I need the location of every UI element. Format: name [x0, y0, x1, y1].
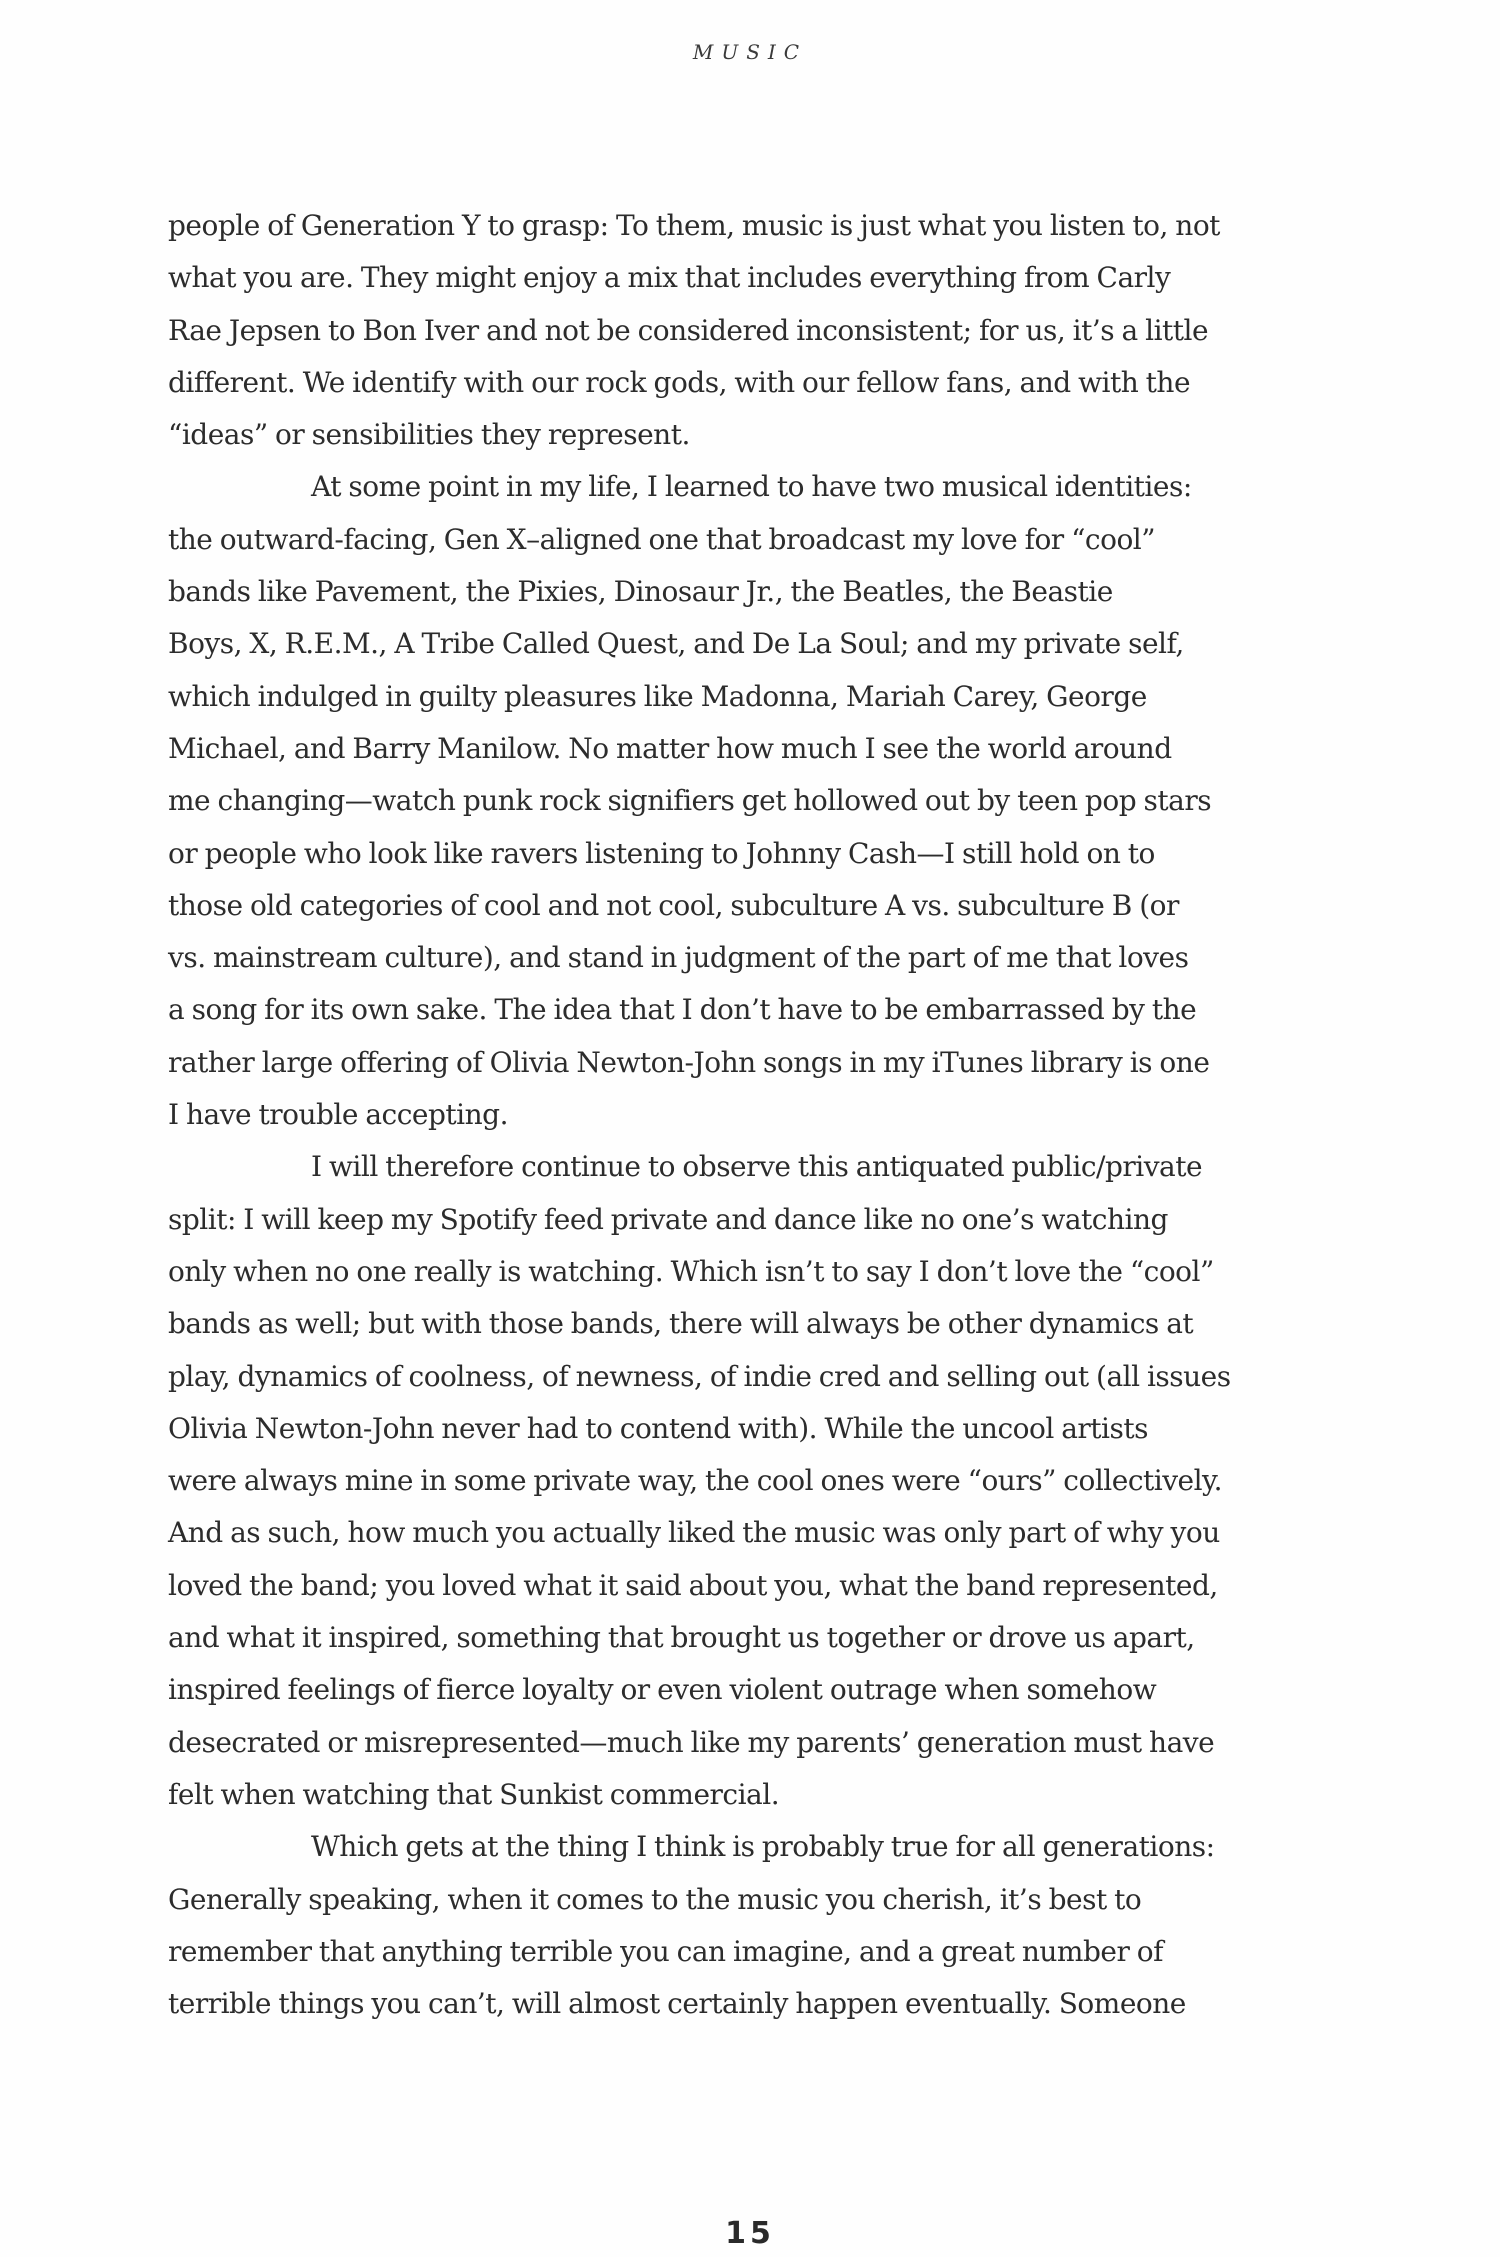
text-line: those old categories of cool and not cool, subculture A vs. subculture B (or	[168, 888, 1179, 922]
text-line: felt when watching that Sunkist commercial.	[168, 1777, 780, 1811]
text-line: bands as well; but with those bands, there will always be other dynamics at	[168, 1307, 1194, 1341]
paragraph	[168, 1141, 1348, 1821]
text-line: people of Generation Y to grasp: To them, music is just what you listen to, not	[168, 209, 1220, 242]
paragraph	[168, 1821, 1348, 2030]
text-line: or people who look like ravers listening to Johnny Cash—I still hold on to	[168, 836, 1155, 870]
text-line: me changing—watch punk rock signifiers get hollowed out by teen pop stars	[168, 784, 1212, 818]
text-line: loved the band; you loved what it said about you, what the band represented,	[168, 1568, 1218, 1602]
text-line: I will therefore continue to observe this antiquated public/private	[311, 1150, 1203, 1184]
text-line: bands like Pavement, the Pixies, Dinosaur Jr., the Beatles, the Beastie	[168, 575, 1113, 609]
text-line: remember that anything terrible you can imagine, and a great number of	[168, 1934, 1163, 1968]
body-text	[168, 200, 1348, 2030]
text-line: I have trouble accepting.	[168, 1098, 508, 1132]
text-line: only when no one really is watching. Which isn’t to say I don’t love the “cool”	[168, 1254, 1214, 1288]
text-line: And as such, how much you actually liked the music was only part of why you	[168, 1516, 1220, 1550]
text-line: a song for its own sake. The idea that I don’t have to be embarrassed by the	[168, 993, 1197, 1027]
text-line: vs. mainstream culture), and stand in judgment of the part of me that loves	[168, 941, 1189, 975]
text-line: what you are. They might enjoy a mix that includes everything from Carly	[168, 261, 1171, 295]
text-line: Boys, X, R.E.M., A Tribe Called Quest, and De La Soul; and my private self,	[168, 627, 1184, 661]
text-line: Which gets at the thing I think is probably true for all generations:	[311, 1830, 1215, 1864]
page-number: 15	[725, 2216, 775, 2251]
text-line: which indulged in guilty pleasures like Madonna, Mariah Carey, George	[168, 679, 1147, 713]
text-line: were always mine in some private way, the cool ones were “ours” collectively.	[168, 1464, 1223, 1498]
text-line: desecrated or misrepresented—much like my parents’ generation must have	[168, 1725, 1215, 1759]
text-line: Olivia Newton-John never had to contend with). While the uncool artists	[168, 1411, 1148, 1445]
text-line: different. We identify with our rock gods, with our fellow fans, and with the	[168, 365, 1191, 399]
running-head: MUSIC	[692, 40, 808, 64]
text-line: “ideas” or sensibilities they represent.	[168, 418, 690, 452]
text-line: Generally speaking, when it comes to the music you cherish, it’s best to	[168, 1882, 1142, 1916]
text-line: inspired feelings of fierce loyalty or even violent outrage when somehow	[168, 1673, 1157, 1707]
text-line: terrible things you can’t, will almost certainly happen eventually. Someone	[168, 1987, 1186, 2021]
paragraph	[168, 200, 1348, 461]
text-line: rather large offering of Olivia Newton-John songs in my iTunes library is one	[168, 1045, 1210, 1079]
paragraph	[168, 461, 1348, 1141]
text-line: split: I will keep my Spotify feed private and dance like no one’s watching	[168, 1202, 1168, 1236]
text-line: Michael, and Barry Manilow. No matter how much I see the world around	[168, 731, 1172, 765]
text-line: and what it inspired, something that brought us together or drove us apart,	[168, 1621, 1195, 1655]
text-line: the outward-facing, Gen X–aligned one that broadcast my love for “cool”	[168, 522, 1156, 556]
text-line: Rae Jepsen to Bon Iver and not be considered inconsistent; for us, it’s a little	[168, 313, 1209, 347]
text-line: play, dynamics of coolness, of newness, of indie cred and selling out (all issues	[168, 1359, 1231, 1393]
text-line: At some point in my life, I learned to have two musical identities:	[311, 470, 1192, 504]
